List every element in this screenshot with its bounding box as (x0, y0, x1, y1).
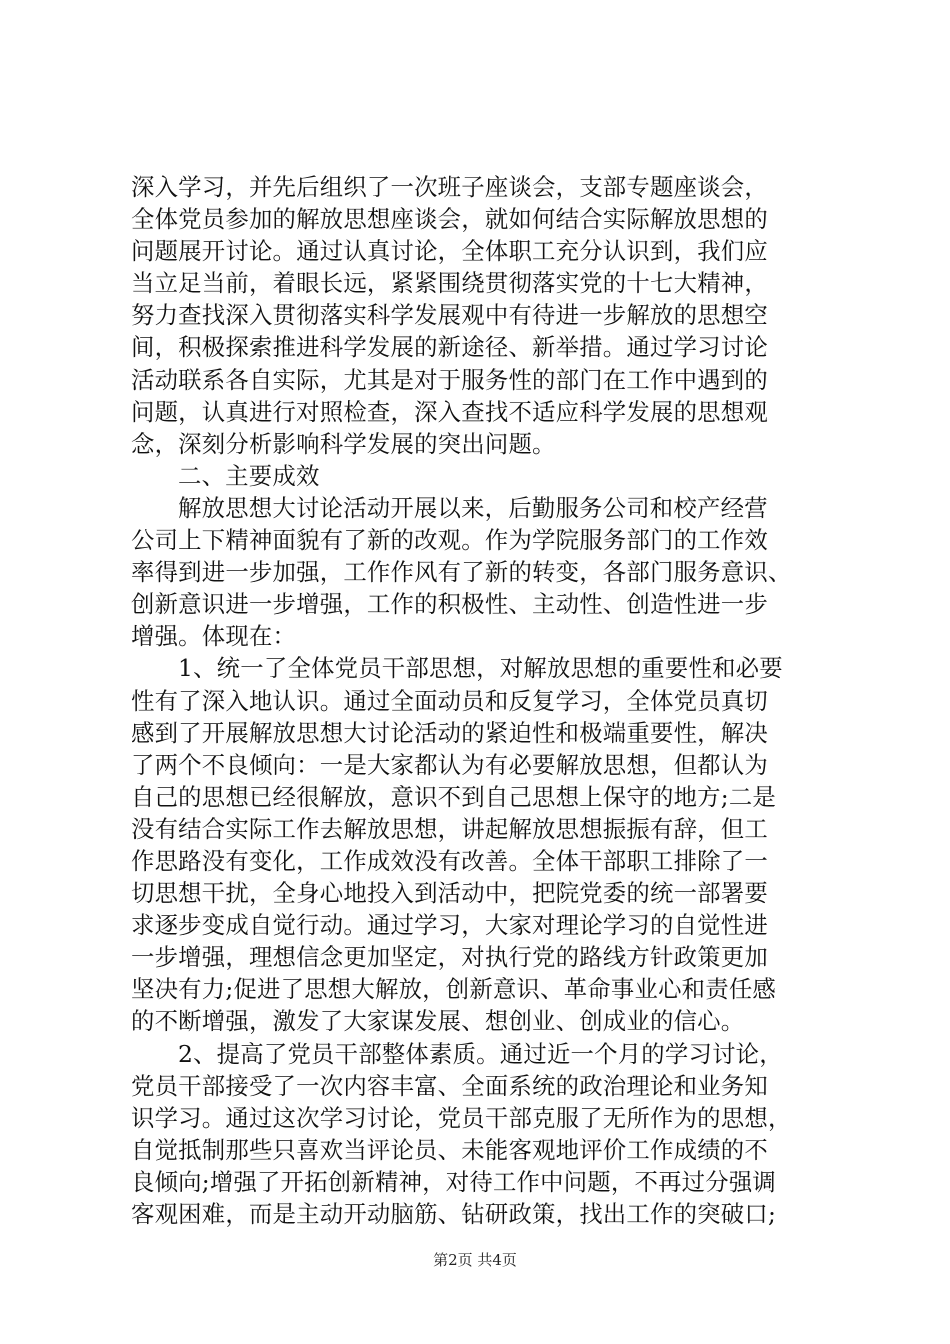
text-line: 2、提高了党员干部整体素质。通过近一个月的学习讨论， (178, 1039, 783, 1068)
text-line: 感到了开展解放思想大讨论活动的紧迫性和极端重要性，解决 (131, 718, 768, 747)
text-line: 问题展开讨论。通过认真讨论，全体职工充分认识到，我们应 (131, 237, 768, 266)
text-line: 性有了深入地认识。通过全面动员和反复学习，全体党员真切 (131, 686, 768, 715)
text-line: 深入学习，并先后组织了一次班子座谈会，支部专题座谈会， (131, 173, 768, 201)
text-line: 二、主要成效 (178, 461, 320, 490)
text-line: 努力查找深入贯彻落实科学发展观中有待进一步解放的思想空 (131, 301, 768, 330)
text-line: 活动联系各自实际，尤其是对于服务性的部门在工作中遇到的 (131, 365, 768, 394)
text-line: 全体党员参加的解放思想座谈会，就如何结合实际解放思想的 (131, 205, 768, 234)
text-line: 作思路没有变化，工作成效没有改善。全体干部职工排除了一 (131, 846, 768, 875)
text-line: 识学习。通过这次学习讨论，党员干部克服了无所作为的思想， (131, 1103, 792, 1132)
text-line: 切思想干扰，全身心地投入到活动中，把院党委的统一部署要 (131, 879, 768, 908)
text-line: 党员干部接受了一次内容丰富、全面系统的政治理论和业务知 (131, 1071, 768, 1100)
text-line: 了两个不良倾向：一是大家都认为有必要解放思想，但都认为 (131, 750, 768, 779)
text-line: 增强。体现在： (131, 622, 297, 651)
text-line: 1、统一了全体党员干部思想，对解放思想的重要性和必要 (178, 654, 783, 683)
text-line: 公司上下精神面貌有了新的改观。作为学院服务部门的工作效 (131, 526, 768, 555)
text-line: 良倾向;增强了开拓创新精神，对待工作中问题，不再过分强调 (131, 1167, 777, 1196)
text-line: 坚决有力;促进了思想大解放，创新意识、革命事业心和责任感 (131, 975, 777, 1004)
text-line: 创新意识进一步增强，工作的积极性、主动性、创造性进一步 (131, 590, 768, 619)
text-line: 解放思想大讨论活动开展以来，后勤服务公司和校产经营 (178, 493, 768, 522)
document-body (131, 171, 836, 1230)
text-line: 问题，认真进行对照检查，深入查找不适应科学发展的思想观 (131, 397, 768, 426)
text-line: 没有结合实际工作去解放思想，讲起解放思想振振有辞，但工 (131, 814, 768, 843)
text-line: 率得到进一步加强，工作作风有了新的转变，各部门服务意识、 (131, 558, 792, 587)
text-line: 间，积极探索推进科学发展的新途径、新举措。通过学习讨论 (131, 333, 768, 362)
text-line: 当立足当前，着眼长远，紧紧围绕贯彻落实党的十七大精神， (131, 269, 768, 298)
text-line: 自己的思想已经很解放，意识不到自己思想上保守的地方;二是 (131, 782, 777, 811)
page-footer: 第2页 共4页 (433, 1251, 517, 1269)
text-line: 念，深刻分析影响科学发展的突出问题。 (131, 429, 556, 458)
text-line: 求逐步变成自觉行动。通过学习，大家对理论学习的自觉性进 (131, 911, 768, 940)
text-line: 的不断增强，激发了大家谋发展、想创业、创成业的信心。 (131, 1007, 745, 1036)
text-line: 客观困难，而是主动开动脑筋、钻研政策，找出工作的突破口; (131, 1200, 777, 1228)
text-line: 一步增强，理想信念更加坚定，对执行党的路线方针政策更加 (131, 943, 768, 972)
text-line: 自觉抵制那些只喜欢当评论员、未能客观地评价工作成绩的不 (131, 1135, 768, 1164)
